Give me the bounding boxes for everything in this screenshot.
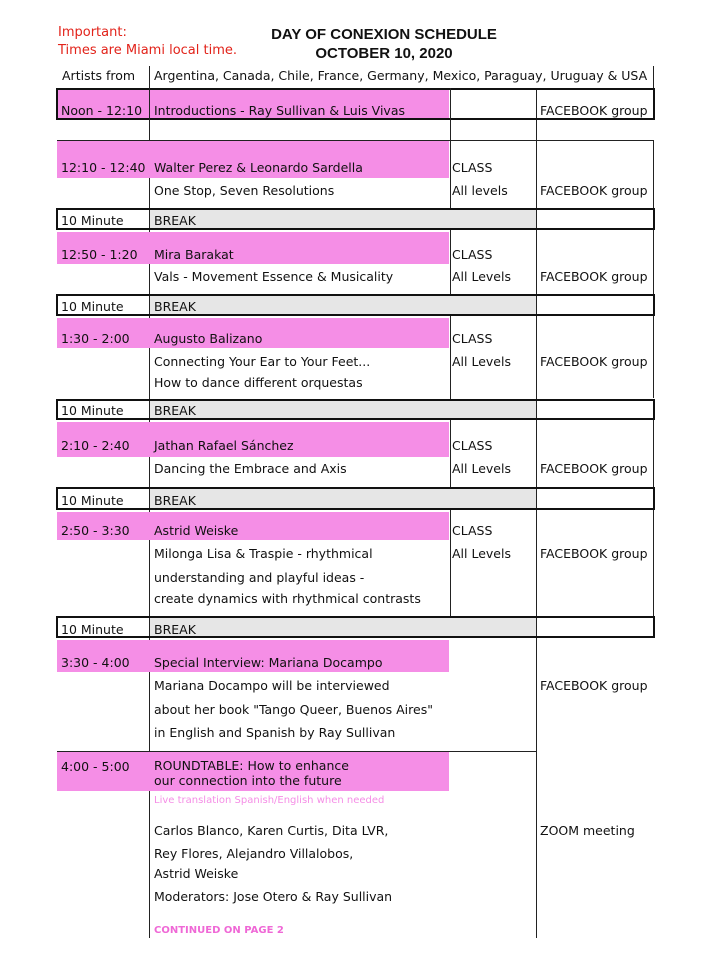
- artists-countries: Argentina, Canada, Chile, France, Germany, Mexico, Paraguay, Uruguay & USA: [154, 68, 648, 83]
- session-title: Walter Perez & Leonardo Sardella: [154, 160, 363, 175]
- session-title: our connection into the future: [154, 773, 342, 788]
- break-row: [56, 487, 655, 510]
- artists-label: Artists from: [62, 68, 136, 83]
- participants: Astrid Weiske: [154, 866, 239, 881]
- session-desc: understanding and playful ideas -: [154, 570, 365, 585]
- time: 2:10 - 2:40: [61, 438, 130, 453]
- break-duration: 10 Minute: [61, 213, 124, 228]
- session-desc: Vals - Movement Essence & Musicality: [154, 269, 394, 284]
- level-label: All Levels: [452, 354, 511, 369]
- break-duration: 10 Minute: [61, 493, 124, 508]
- session-desc: about her book "Tango Queer, Buenos Aires": [154, 702, 433, 717]
- participants: Rey Flores, Alejandro Villalobos,: [154, 846, 354, 861]
- session-title: Augusto Balizano: [154, 331, 263, 346]
- break-label: BREAK: [154, 622, 196, 637]
- time: 3:30 - 4:00: [61, 655, 130, 670]
- participants: Carlos Blanco, Karen Curtis, Dita LVR,: [154, 823, 389, 838]
- time: 4:00 - 5:00: [61, 759, 130, 774]
- session-title: Jathan Rafael Sánchez: [154, 438, 294, 453]
- page-title: DAY OF CONEXION SCHEDULE: [271, 26, 497, 43]
- break-row: [56, 399, 655, 420]
- level-label: All Levels: [452, 546, 511, 561]
- session-title: Introductions - Ray Sullivan & Luis Vivas: [154, 103, 406, 118]
- session-desc: Connecting Your Ear to Your Feet...: [154, 354, 371, 369]
- session-title: Astrid Weiske: [154, 523, 239, 538]
- time: 12:50 - 1:20: [61, 247, 138, 262]
- translation-note: Live translation Spanish/English when needed: [154, 795, 385, 806]
- session-desc: create dynamics with rhythmical contrasts: [154, 591, 421, 606]
- session-desc: in English and Spanish by Ray Sullivan: [154, 725, 396, 740]
- facebook-group: FACEBOOK group: [540, 269, 648, 284]
- facebook-group: FACEBOOK group: [540, 678, 648, 693]
- break-duration: 10 Minute: [61, 403, 124, 418]
- class-label: CLASS: [452, 523, 493, 538]
- class-label: CLASS: [452, 160, 493, 175]
- moderators: Moderators: Jose Otero & Ray Sullivan: [154, 889, 393, 904]
- break-row: [56, 208, 655, 230]
- break-label: BREAK: [154, 403, 196, 418]
- level-label: All Levels: [452, 461, 511, 476]
- session-desc: One Stop, Seven Resolutions: [154, 183, 335, 198]
- session-desc: Dancing the Embrace and Axis: [154, 461, 347, 476]
- break-row: [56, 294, 655, 316]
- time: Noon - 12:10: [61, 103, 143, 118]
- session-desc: How to dance different orquestas: [154, 375, 363, 390]
- time: 2:50 - 3:30: [61, 523, 130, 538]
- class-label: CLASS: [452, 438, 493, 453]
- break-row: [56, 616, 655, 638]
- facebook-group: FACEBOOK group: [540, 461, 648, 476]
- time: 12:10 - 12:40: [61, 160, 146, 175]
- break-duration: 10 Minute: [61, 622, 124, 637]
- break-duration: 10 Minute: [61, 299, 124, 314]
- class-label: CLASS: [452, 331, 493, 346]
- facebook-group: FACEBOOK group: [540, 546, 648, 561]
- break-label: BREAK: [154, 213, 196, 228]
- session-title: Special Interview: Mariana Docampo: [154, 655, 383, 670]
- page-date: OCTOBER 10, 2020: [315, 45, 453, 62]
- time: 1:30 - 2:00: [61, 331, 130, 346]
- level-label: All Levels: [452, 269, 511, 284]
- continued-note: CONTINUED ON PAGE 2: [154, 925, 284, 936]
- facebook-group: FACEBOOK group: [540, 183, 648, 198]
- zoom-meeting: ZOOM meeting: [540, 823, 635, 838]
- class-label: CLASS: [452, 247, 493, 262]
- facebook-group: FACEBOOK group: [540, 354, 648, 369]
- break-label: BREAK: [154, 493, 196, 508]
- session-title: ROUNDTABLE: How to enhance: [154, 758, 349, 773]
- facebook-group: FACEBOOK group: [540, 103, 648, 118]
- break-label: BREAK: [154, 299, 196, 314]
- session-title: Mira Barakat: [154, 247, 234, 262]
- level-label: All levels: [452, 183, 508, 198]
- session-desc: Mariana Docampo will be interviewed: [154, 678, 390, 693]
- important-label: Important:: [58, 25, 127, 40]
- timezone-note: Times are Miami local time.: [58, 43, 238, 58]
- session-desc: Milonga Lisa & Traspie - rhythmical: [154, 546, 373, 561]
